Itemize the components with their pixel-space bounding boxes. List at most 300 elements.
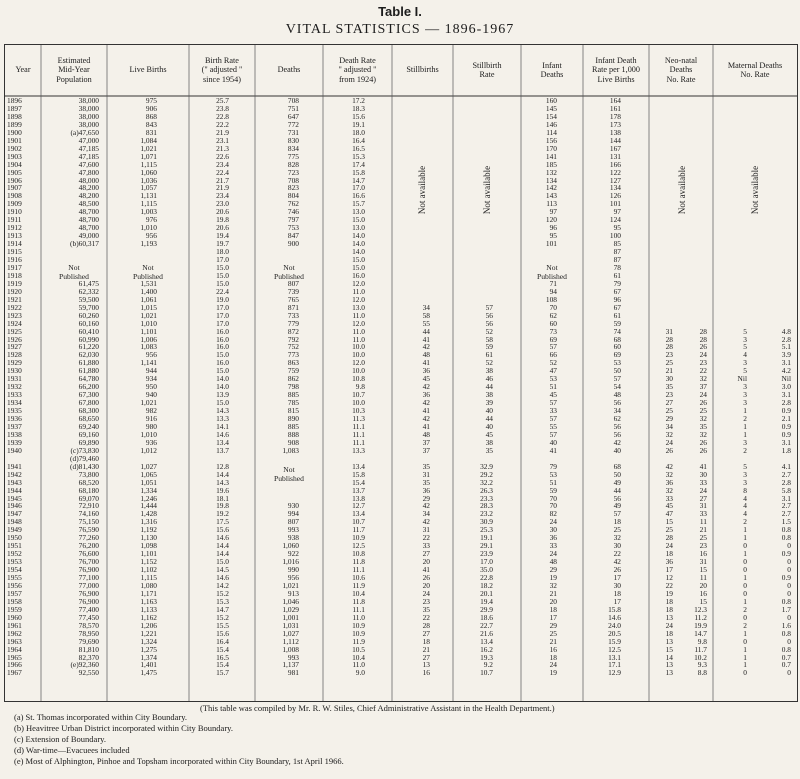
cell-maternal-rate: 0 xyxy=(787,565,791,575)
cell-infant-death-rate: 87 xyxy=(613,247,621,257)
cell-birth-rate: 21.3 xyxy=(216,143,229,153)
cell-maternal-rate: 0 xyxy=(787,612,791,622)
cell-population: 48,700 xyxy=(78,215,99,225)
table-row xyxy=(5,487,797,495)
cell-year: 1958 xyxy=(7,596,22,606)
cell-stillbirths: 35 xyxy=(422,461,430,471)
cell-birth-rate: 14.6 xyxy=(216,573,229,582)
cell-stillbirths: 27 xyxy=(422,652,430,662)
cell-neonatal-no: 13 xyxy=(665,660,673,670)
cell-infant-death-rate: 49 xyxy=(613,501,621,511)
cell-year: 1907 xyxy=(7,183,22,193)
cell-stillbirths: 35 xyxy=(422,604,430,614)
cell-deaths: 772 xyxy=(287,119,299,129)
cell-death-rate: 17.4 xyxy=(352,159,365,169)
cell-neonatal-no: 45 xyxy=(665,501,673,511)
cell-neonatal-rate: 25 xyxy=(699,533,707,543)
cell-stillbirth-rate: 40 xyxy=(485,406,493,416)
cell-live-births: 980 xyxy=(145,421,157,431)
cell-infant-deaths: 51 xyxy=(549,382,557,392)
cell-infant-death-rate: 30 xyxy=(613,541,621,551)
cell-live-births: 1,010 xyxy=(140,318,157,328)
cell-live-births: 1,141 xyxy=(140,358,157,368)
cell-birth-rate: 15.0 xyxy=(216,270,229,280)
cell-maternal-no: 1 xyxy=(743,652,747,662)
table-row xyxy=(5,351,797,359)
cell-live-births: 1,012 xyxy=(140,445,157,455)
cell-death-rate: 16.5 xyxy=(352,143,365,153)
cell-year: 1918 xyxy=(7,270,22,280)
cell-infant-death-rate: 30 xyxy=(613,580,621,590)
cell-birth-rate: 18.0 xyxy=(216,247,229,257)
cell-birth-rate: 14.0 xyxy=(216,382,229,392)
cell-stillbirth-rate: 19.3 xyxy=(480,652,493,662)
cell-neonatal-no: 29 xyxy=(665,414,673,423)
cell-population: 78,570 xyxy=(78,620,99,630)
cell-population: 48,200 xyxy=(78,183,99,193)
cell-neonatal-no: 32 xyxy=(665,429,673,439)
cell-deaths: 993 xyxy=(287,652,299,662)
cell-deaths: 1,001 xyxy=(282,612,299,622)
cell-maternal-rate: 0.8 xyxy=(781,596,791,606)
table-row xyxy=(5,502,797,510)
cell-population: 69,240 xyxy=(78,421,99,431)
cell-maternal-rate: 1.8 xyxy=(781,445,791,455)
table-row xyxy=(5,121,797,129)
cell-population: (b)60,317 xyxy=(70,239,99,249)
cell-stillbirths: 33 xyxy=(422,541,430,551)
cell-year: 1915 xyxy=(7,247,22,257)
cell-stillbirth-rate: 30.9 xyxy=(480,517,493,527)
cell-live-births: 934 xyxy=(145,374,157,384)
cell-birth-rate: 16.5 xyxy=(216,652,229,662)
cell-year: 1901 xyxy=(7,135,22,145)
cell-neonatal-rate: 33 xyxy=(699,509,707,519)
cell-death-rate: 13.0 xyxy=(352,223,365,233)
cell-death-rate: 12.0 xyxy=(352,278,365,288)
cell-infant-death-rate: 97 xyxy=(613,207,621,217)
cell-deaths: 773 xyxy=(287,350,299,360)
cell-birth-rate: 15.7 xyxy=(216,668,229,678)
cell-year: 1922 xyxy=(7,302,22,312)
cell-stillbirths: 29 xyxy=(422,493,430,503)
cell-year: 1966 xyxy=(7,660,22,670)
cell-neonatal-rate: 26 xyxy=(699,342,707,352)
table-row xyxy=(5,622,797,630)
cell-neonatal-rate: 11 xyxy=(699,573,707,582)
cell-stillbirth-rate: 25.3 xyxy=(480,525,493,535)
cell-deaths: 922 xyxy=(287,549,299,559)
cell-year: 1945 xyxy=(7,493,22,503)
cell-death-rate: 10.7 xyxy=(352,517,365,527)
cell-neonatal-no: 25 xyxy=(665,406,673,416)
cell-live-births: 1,027 xyxy=(140,461,157,471)
cell-maternal-no: 3 xyxy=(743,469,747,479)
cell-year: 1940 xyxy=(7,445,22,455)
cell-stillbirths: 16 xyxy=(422,668,430,678)
cell-birth-rate: 17.0 xyxy=(216,318,229,328)
header-year: Year xyxy=(15,65,31,75)
cell-maternal-rate: 0.9 xyxy=(781,406,791,416)
cell-deaths: 871 xyxy=(287,302,299,312)
cell-year: 1950 xyxy=(7,533,22,543)
cell-population: 69,070 xyxy=(78,493,99,503)
cell-deaths: 798 xyxy=(287,382,299,392)
cell-neonatal-rate: 9.3 xyxy=(697,660,707,670)
cell-stillbirth-rate: 16.2 xyxy=(480,644,493,654)
cell-birth-rate: 13.4 xyxy=(216,437,229,447)
cell-death-rate: 10.7 xyxy=(352,390,365,400)
cell-deaths: 815 xyxy=(287,406,299,416)
cell-year: 1942 xyxy=(7,469,22,479)
cell-live-births: 1,531 xyxy=(140,278,157,288)
cell-infant-death-rate: 59 xyxy=(613,318,621,328)
cell-infant-death-rate: 138 xyxy=(609,127,621,137)
not-published-deaths-wartime: Not Published xyxy=(274,465,304,483)
page-title: VITAL STATISTICS — 1896-1967 xyxy=(285,22,515,37)
cell-birth-rate: 15.3 xyxy=(216,596,229,606)
cell-infant-death-rate: 12.5 xyxy=(608,644,621,654)
cell-death-rate: 16.6 xyxy=(352,191,365,201)
cell-population: 82,370 xyxy=(78,652,99,662)
cell-deaths: 990 xyxy=(287,565,299,575)
cell-birth-rate: 18.1 xyxy=(216,493,229,503)
cell-infant-death-rate: 124 xyxy=(609,215,621,225)
table-row xyxy=(5,248,797,256)
cell-birth-rate: 15.5 xyxy=(216,620,229,630)
not-published-population: Not Published xyxy=(59,263,89,281)
footnotes xyxy=(14,712,344,767)
cell-stillbirths: 44 xyxy=(422,326,430,336)
cell-live-births: 1,324 xyxy=(140,636,157,646)
cell-neonatal-no: 21 xyxy=(665,366,673,376)
cell-stillbirths: 48 xyxy=(422,429,430,439)
table-row xyxy=(5,463,797,471)
cell-deaths: 908 xyxy=(287,437,299,447)
cell-maternal-no: 2 xyxy=(743,604,747,614)
cell-population: 75,150 xyxy=(78,517,99,527)
table-row xyxy=(5,550,797,558)
cell-infant-deaths: 101 xyxy=(545,239,557,249)
cell-population: 48,000 xyxy=(78,175,99,185)
cell-year: 1910 xyxy=(7,207,22,217)
cell-year: 1937 xyxy=(7,421,22,431)
cell-stillbirth-rate: 45 xyxy=(485,429,493,439)
cell-stillbirth-rate: 59 xyxy=(485,342,493,352)
cell-maternal-no: 3 xyxy=(743,358,747,368)
cell-maternal-rate: 3.9 xyxy=(781,350,791,360)
table-row xyxy=(5,542,797,550)
cell-infant-deaths: 53 xyxy=(549,469,557,479)
cell-maternal-rate: 4.8 xyxy=(781,326,791,336)
cell-year: 1925 xyxy=(7,326,22,336)
cell-infant-deaths: 141 xyxy=(545,151,557,161)
cell-population: 76,590 xyxy=(78,525,99,535)
cell-neonatal-rate: 11 xyxy=(699,517,707,527)
cell-neonatal-rate: 11.7 xyxy=(694,644,707,654)
cell-neonatal-rate: 28 xyxy=(699,334,707,344)
cell-deaths: 888 xyxy=(287,429,299,439)
cell-deaths: 1,060 xyxy=(282,541,299,551)
footnote: (b) Heavitree Urban District incorporated within City Boundary. xyxy=(14,723,233,733)
cell-infant-death-rate: 18 xyxy=(613,588,621,598)
cell-death-rate: 15.0 xyxy=(352,255,365,264)
cell-stillbirth-rate: 35.0 xyxy=(480,565,493,575)
cell-live-births: 940 xyxy=(145,390,157,400)
cell-maternal-no: 3 xyxy=(743,390,747,400)
cell-population: 47,185 xyxy=(78,143,99,153)
table-row xyxy=(5,145,797,153)
cell-stillbirths: 42 xyxy=(422,517,430,527)
cell-maternal-rate: 0 xyxy=(787,541,791,551)
cell-deaths: 847 xyxy=(287,231,299,241)
cell-live-births: 1,101 xyxy=(140,326,157,336)
cell-infant-death-rate: 48 xyxy=(613,390,621,400)
cell-infant-deaths: 94 xyxy=(549,286,557,296)
cell-infant-death-rate: 122 xyxy=(609,167,621,177)
cell-stillbirths: 31 xyxy=(422,525,430,535)
cell-population: 38,000 xyxy=(78,111,99,121)
cell-stillbirth-rate: 52 xyxy=(485,358,493,368)
cell-infant-death-rate: 22 xyxy=(613,549,621,559)
cell-live-births: 1,057 xyxy=(140,183,157,193)
cell-infant-death-rate: 57 xyxy=(613,509,621,519)
cell-stillbirths: 42 xyxy=(422,501,430,511)
cell-deaths: 807 xyxy=(287,278,299,288)
cell-stillbirths: 27 xyxy=(422,549,430,559)
cell-population: 68,650 xyxy=(78,414,99,423)
cell-neonatal-rate: 23 xyxy=(699,541,707,551)
cell-infant-deaths: 97 xyxy=(549,207,557,217)
cell-infant-death-rate: 79 xyxy=(613,278,621,288)
table-row xyxy=(5,129,797,137)
table-row xyxy=(5,320,797,328)
cell-neonatal-rate: 12.3 xyxy=(694,604,707,614)
cell-neonatal-rate: 24 xyxy=(699,485,707,495)
table-row xyxy=(5,280,797,288)
cell-maternal-rate: 0.8 xyxy=(781,628,791,638)
header-neonatal-deaths: Neo-natal Deaths No. Rate xyxy=(664,55,698,84)
cell-year: 1947 xyxy=(7,509,22,519)
header-maternal-deaths: Maternal Deaths No. Rate xyxy=(727,60,783,79)
cell-infant-death-rate: 173 xyxy=(609,119,621,129)
cell-neonatal-no: 17 xyxy=(665,565,673,575)
cell-year: 1932 xyxy=(7,382,22,392)
cell-maternal-rate: 0 xyxy=(787,668,791,678)
cell-death-rate: 11.8 xyxy=(352,557,365,567)
cell-stillbirth-rate: 17.0 xyxy=(480,557,493,567)
cell-infant-death-rate: 178 xyxy=(609,111,621,121)
cell-maternal-rate: 2.8 xyxy=(781,398,791,408)
cell-neonatal-rate: 24 xyxy=(699,390,707,400)
cell-death-rate: 10.9 xyxy=(352,628,365,638)
cell-infant-deaths: 30 xyxy=(549,525,557,535)
cell-maternal-no: 5 xyxy=(743,366,747,376)
cell-neonatal-no: 18 xyxy=(665,628,673,638)
header-death-rate: Death Rate " adjusted " from 1924) xyxy=(338,55,377,84)
cell-infant-death-rate: 68 xyxy=(613,461,621,471)
header-infant-death-rate: Infant Death Rate per 1,000 Live Births xyxy=(592,55,640,84)
cell-live-births: 1,316 xyxy=(140,517,157,527)
cell-neonatal-no: 13 xyxy=(665,636,673,646)
cell-neonatal-no: 31 xyxy=(665,326,673,336)
cell-neonatal-rate: 19.9 xyxy=(694,620,707,630)
cell-stillbirth-rate: 39 xyxy=(485,398,493,408)
cell-deaths: 779 xyxy=(287,318,299,328)
cell-infant-deaths: 108 xyxy=(545,294,557,304)
cell-neonatal-rate: 15 xyxy=(699,565,707,575)
cell-stillbirth-rate: 22.8 xyxy=(480,573,493,582)
cell-live-births: 1,060 xyxy=(140,167,157,177)
cell-maternal-rate: 2.7 xyxy=(781,501,791,511)
table-row xyxy=(5,431,797,439)
cell-stillbirths: 20 xyxy=(422,580,430,590)
cell-infant-deaths: 95 xyxy=(549,231,557,241)
cell-deaths: 1,083 xyxy=(282,445,299,455)
cell-maternal-no: 1 xyxy=(743,573,747,582)
cell-birth-rate: 12.8 xyxy=(216,461,229,471)
cell-death-rate: 13.3 xyxy=(352,445,365,455)
table-row xyxy=(5,661,797,669)
cell-population: 69,160 xyxy=(78,429,99,439)
cell-infant-deaths: 57 xyxy=(549,342,557,352)
cell-stillbirth-rate: 23.3 xyxy=(480,493,493,503)
cell-infant-death-rate: 67 xyxy=(613,286,621,296)
cell-infant-deaths: 114 xyxy=(546,127,557,137)
cell-maternal-no: 1 xyxy=(743,644,747,654)
cell-live-births: 1,021 xyxy=(140,398,157,408)
table-row xyxy=(5,343,797,351)
cell-infant-deaths: 70 xyxy=(549,493,557,503)
cell-population: 76,700 xyxy=(78,557,99,567)
cell-infant-deaths: 79 xyxy=(549,461,557,471)
cell-death-rate: 10.9 xyxy=(352,533,365,543)
cell-death-rate: 12.7 xyxy=(352,501,365,511)
cell-infant-death-rate: 42 xyxy=(613,557,621,567)
header-stillbirth-rate: Stillbirth Rate xyxy=(472,60,502,79)
cell-birth-rate: 21.7 xyxy=(216,175,229,185)
cell-infant-death-rate: 56 xyxy=(613,493,621,503)
cell-maternal-rate: 0.7 xyxy=(781,652,791,662)
cell-maternal-no: 0 xyxy=(743,565,747,575)
cell-year: 1914 xyxy=(7,239,22,249)
cell-live-births: 944 xyxy=(145,366,157,376)
cell-deaths: 1,137 xyxy=(282,660,299,670)
not-published-live-births: Not Published xyxy=(133,263,163,281)
cell-deaths: 885 xyxy=(287,390,299,400)
cell-death-rate: 10.0 xyxy=(352,350,365,360)
cell-death-rate: 9.8 xyxy=(355,382,365,392)
cell-population: (d)79,460 xyxy=(70,453,99,463)
cell-infant-deaths: 21 xyxy=(549,588,557,598)
cell-birth-rate: 14.3 xyxy=(216,406,229,416)
table-row xyxy=(5,328,797,336)
cell-infant-deaths: 146 xyxy=(545,119,557,129)
cell-birth-rate: 14.6 xyxy=(216,429,229,439)
cell-deaths: 759 xyxy=(287,366,299,376)
cell-maternal-no: 4 xyxy=(743,501,747,511)
cell-infant-death-rate: 15.9 xyxy=(608,636,621,646)
cell-maternal-no: 1 xyxy=(743,421,747,431)
cell-death-rate: 10.0 xyxy=(352,366,365,376)
cell-death-rate: 10.4 xyxy=(352,652,365,662)
table-row xyxy=(5,630,797,638)
table-attribution: (This table was compiled by Mr. R. W. Stiles, Chief Administrative Assistant in the Health Department.) xyxy=(200,703,555,713)
cell-population: 59,700 xyxy=(78,302,99,312)
cell-year: 1927 xyxy=(7,342,22,352)
cell-stillbirths: 36 xyxy=(422,485,430,495)
cell-infant-deaths: 160 xyxy=(545,96,557,105)
cell-infant-death-rate: 13.1 xyxy=(608,652,621,662)
cell-deaths: 1,029 xyxy=(282,604,299,614)
cell-infant-death-rate: 40 xyxy=(613,445,621,455)
cell-live-births: 1,162 xyxy=(140,612,157,622)
cell-infant-deaths: 48 xyxy=(549,557,557,567)
cell-stillbirth-rate: 10.7 xyxy=(480,668,493,678)
cell-deaths: 900 xyxy=(287,239,299,249)
cell-stillbirths: 42 xyxy=(422,342,430,352)
cell-infant-deaths: 29 xyxy=(549,620,557,630)
cell-infant-death-rate: 14.6 xyxy=(608,612,621,622)
cell-deaths: 762 xyxy=(287,199,299,209)
cell-birth-rate: 17.0 xyxy=(216,302,229,312)
cell-birth-rate: 20.6 xyxy=(216,223,229,233)
cell-maternal-rate: 1.5 xyxy=(781,517,791,527)
cell-live-births: 1,206 xyxy=(140,620,157,630)
cell-infant-death-rate: 12.9 xyxy=(608,668,621,678)
cell-infant-death-rate: 95 xyxy=(613,223,621,233)
cell-deaths: 775 xyxy=(287,151,299,161)
header-population: Estimated Mid-Year Population xyxy=(56,55,92,84)
cell-infant-death-rate: 57 xyxy=(613,374,621,384)
cell-population: 67,800 xyxy=(78,398,99,408)
cell-infant-death-rate: 166 xyxy=(609,159,621,169)
table-row xyxy=(5,526,797,534)
cell-maternal-rate: 0.8 xyxy=(781,525,791,535)
cell-infant-death-rate: 50 xyxy=(613,469,621,479)
cell-deaths: 752 xyxy=(287,342,299,352)
cell-birth-rate: 22.2 xyxy=(216,119,229,129)
cell-death-rate: 11.0 xyxy=(352,612,365,622)
cell-deaths: 708 xyxy=(287,96,299,105)
cell-live-births: 1,003 xyxy=(140,207,157,217)
cell-stillbirths: 37 xyxy=(422,445,430,455)
cell-population: 76,900 xyxy=(78,588,99,598)
cell-stillbirths: 23 xyxy=(422,596,430,606)
cell-neonatal-no: 22 xyxy=(665,580,673,590)
cell-death-rate: 13.8 xyxy=(352,493,365,503)
cell-birth-rate: 19.8 xyxy=(216,215,229,225)
cell-stillbirth-rate: 38 xyxy=(485,366,493,376)
cell-infant-deaths: 82 xyxy=(549,509,557,519)
cell-infant-deaths: 17 xyxy=(549,612,557,622)
cell-maternal-rate: 4.2 xyxy=(781,366,791,376)
cell-maternal-no: 1 xyxy=(743,406,747,416)
cell-live-births: 1,115 xyxy=(140,199,157,209)
not-available-stillbirths: Not available xyxy=(417,165,427,215)
vital-statistics-table xyxy=(4,44,798,702)
cell-deaths: 804 xyxy=(287,191,299,201)
cell-year: 1928 xyxy=(7,350,22,360)
table-row xyxy=(5,646,797,654)
cell-infant-deaths: 19 xyxy=(549,573,557,582)
cell-neonatal-no: 42 xyxy=(665,461,673,471)
cell-maternal-no: 1 xyxy=(743,525,747,535)
cell-stillbirth-rate: 52 xyxy=(485,326,493,336)
cell-stillbirth-rate: 29.1 xyxy=(480,541,493,551)
cell-neonatal-no: 25 xyxy=(665,358,673,368)
cell-neonatal-rate: 26 xyxy=(699,445,707,455)
